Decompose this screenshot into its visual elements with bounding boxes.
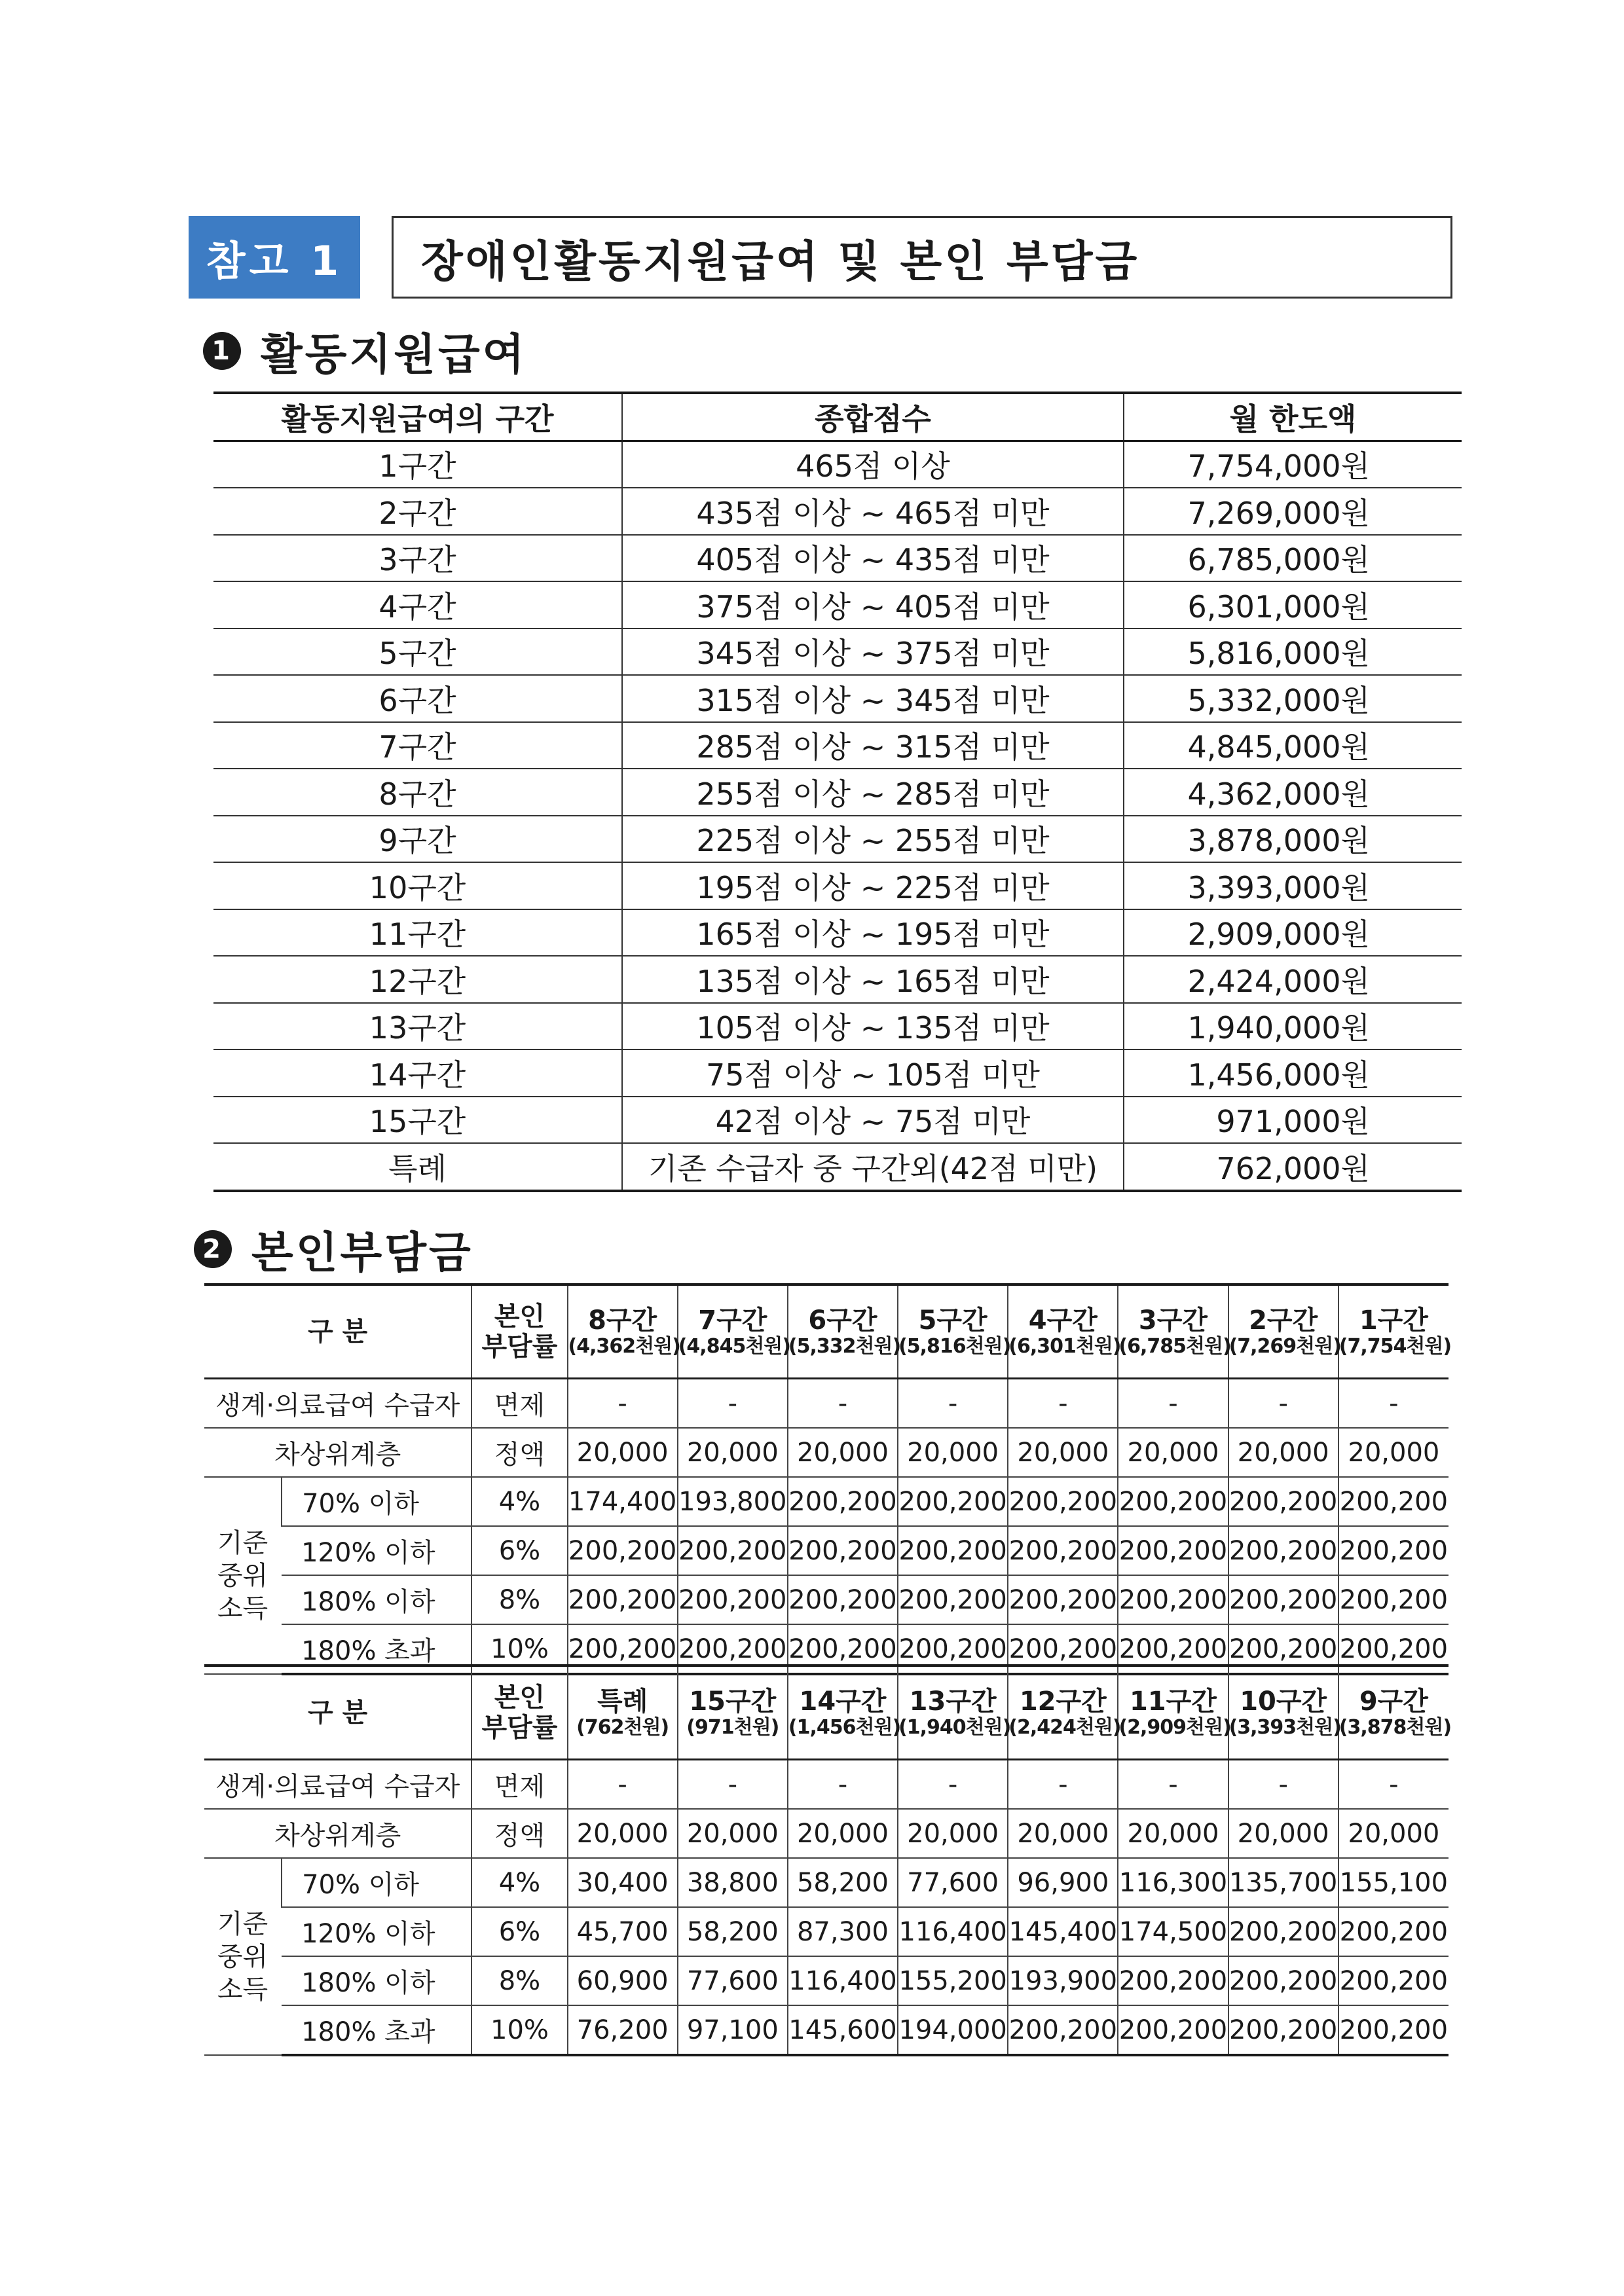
rate-header: 본인 부담률 bbox=[471, 1285, 567, 1379]
rate-cell: 8% bbox=[471, 1575, 567, 1624]
table-row bbox=[204, 1428, 1449, 1477]
tier-limit: (6,301천원) bbox=[1008, 1334, 1121, 1358]
table-row bbox=[204, 1858, 1449, 1907]
table-header-row bbox=[204, 1666, 1449, 1760]
score-cell: 315점 이상 ~ 345점 미만 bbox=[622, 675, 1124, 722]
value-cell: 200,200 bbox=[1118, 2005, 1228, 2055]
tier-cell: 10구간 bbox=[213, 862, 622, 909]
table-row bbox=[213, 722, 1462, 769]
value-cell: 20,000 bbox=[1338, 1809, 1449, 1858]
value-cell: 200,200 bbox=[1228, 2005, 1338, 2055]
score-cell: 165점 이상 ~ 195점 미만 bbox=[622, 909, 1124, 957]
income-group-label: 기준 중위 소득 bbox=[204, 1477, 282, 1674]
tier-header bbox=[568, 1285, 678, 1379]
value-cell: 200,200 bbox=[568, 1624, 678, 1674]
tier-cell: 2구간 bbox=[213, 488, 622, 535]
table-row bbox=[213, 909, 1462, 957]
tier-cell: 13구간 bbox=[213, 1003, 622, 1050]
tier-limit: (7,269천원) bbox=[1228, 1334, 1341, 1358]
rate-cell: 정액 bbox=[471, 1428, 567, 1477]
value-cell: 200,200 bbox=[1228, 1575, 1338, 1624]
score-cell: 255점 이상 ~ 285점 미만 bbox=[622, 769, 1124, 816]
tier-name: 14구간 bbox=[799, 1686, 887, 1717]
value-cell: - bbox=[678, 1760, 788, 1810]
table-row bbox=[204, 1477, 1449, 1526]
table-row bbox=[213, 1097, 1462, 1144]
tier-limit: (7,754천원) bbox=[1338, 1334, 1452, 1358]
table-row bbox=[204, 1526, 1449, 1575]
row-label: 120% 이하 bbox=[282, 1526, 471, 1575]
table-row bbox=[204, 1809, 1449, 1858]
value-cell: 20,000 bbox=[1228, 1809, 1338, 1858]
value-cell: 116,400 bbox=[898, 1907, 1008, 1956]
column-header-limit: 월 한도액 bbox=[1124, 393, 1462, 441]
value-cell: 200,200 bbox=[568, 1526, 678, 1575]
tier-cell: 5구간 bbox=[213, 629, 622, 676]
tier-header bbox=[898, 1285, 1011, 1379]
tier-limit: (1,940천원) bbox=[898, 1715, 1011, 1739]
rate-cell: 4% bbox=[471, 1858, 567, 1907]
section2-title: 본인부담금 bbox=[251, 1228, 473, 1278]
tier-cell: 9구간 bbox=[213, 816, 622, 863]
value-cell: - bbox=[1008, 1379, 1118, 1429]
tier-name: 11구간 bbox=[1130, 1686, 1217, 1717]
tier-header bbox=[678, 1285, 788, 1379]
value-cell: - bbox=[1008, 1760, 1118, 1810]
value-cell: 96,900 bbox=[1008, 1858, 1118, 1907]
row-label: 생계·의료급여 수급자 bbox=[204, 1379, 471, 1429]
value-cell: 20,000 bbox=[788, 1809, 898, 1858]
tier-name: 8구간 bbox=[588, 1305, 657, 1336]
value-cell: 38,800 bbox=[678, 1858, 788, 1907]
tier-name: 6구간 bbox=[808, 1305, 877, 1336]
value-cell: 174,500 bbox=[1118, 1907, 1228, 1956]
tier-header bbox=[1338, 1285, 1452, 1379]
tier-limit: (4,845천원) bbox=[678, 1334, 790, 1358]
activity-support-table bbox=[213, 392, 1462, 1192]
value-cell: 200,200 bbox=[1228, 1956, 1338, 2005]
value-cell: 200,200 bbox=[788, 1624, 898, 1674]
table-row bbox=[213, 816, 1462, 863]
row-label: 차상위계층 bbox=[204, 1428, 471, 1477]
value-cell: 200,200 bbox=[788, 1575, 898, 1624]
value-cell: 200,200 bbox=[1118, 1526, 1228, 1575]
tier-limit: (3,878천원) bbox=[1338, 1715, 1452, 1739]
category-header: 구 분 bbox=[204, 1666, 471, 1760]
value-cell: 58,200 bbox=[788, 1858, 898, 1907]
table-header-row bbox=[213, 393, 1462, 441]
value-cell: 20,000 bbox=[678, 1809, 788, 1858]
section-number-icon: 1 bbox=[203, 332, 241, 370]
value-cell: 77,600 bbox=[898, 1858, 1008, 1907]
tier-name: 13구간 bbox=[909, 1686, 997, 1717]
limit-cell: 5,816,000원 bbox=[1124, 629, 1462, 676]
tier-name: 9구간 bbox=[1359, 1686, 1428, 1717]
value-cell: 20,000 bbox=[1008, 1809, 1118, 1858]
tier-name: 5구간 bbox=[918, 1305, 987, 1336]
limit-cell: 3,878,000원 bbox=[1124, 816, 1462, 863]
document-title: 장애인활동지원급여 및 본인 부담금 bbox=[392, 216, 1452, 299]
tier-header bbox=[568, 1666, 678, 1760]
limit-cell: 7,754,000원 bbox=[1124, 441, 1462, 488]
section2-heading bbox=[194, 1218, 473, 1280]
value-cell: 200,200 bbox=[1008, 1575, 1118, 1624]
category-header: 구 분 bbox=[204, 1285, 471, 1379]
row-label: 생계·의료급여 수급자 bbox=[204, 1760, 471, 1810]
tier-cell: 1구간 bbox=[213, 441, 622, 488]
table-row bbox=[213, 581, 1462, 629]
value-cell: 200,200 bbox=[678, 1575, 788, 1624]
table-row bbox=[213, 1049, 1462, 1097]
value-cell: 97,100 bbox=[678, 2005, 788, 2055]
score-cell: 375점 이상 ~ 405점 미만 bbox=[622, 581, 1124, 629]
value-cell: - bbox=[568, 1760, 678, 1810]
tier-header bbox=[788, 1285, 901, 1379]
limit-cell: 6,785,000원 bbox=[1124, 535, 1462, 582]
value-cell: 200,200 bbox=[1118, 1624, 1228, 1674]
value-cell: 174,400 bbox=[568, 1477, 678, 1526]
limit-cell: 1,456,000원 bbox=[1124, 1049, 1462, 1097]
tier-limit: (1,456천원) bbox=[788, 1715, 901, 1739]
limit-cell: 6,301,000원 bbox=[1124, 581, 1462, 629]
value-cell: 20,000 bbox=[1338, 1428, 1449, 1477]
value-cell: 116,300 bbox=[1118, 1858, 1228, 1907]
value-cell: 135,700 bbox=[1228, 1858, 1338, 1907]
value-cell: - bbox=[1228, 1379, 1338, 1429]
value-cell: 200,200 bbox=[678, 1526, 788, 1575]
rate-cell: 면제 bbox=[471, 1760, 567, 1810]
value-cell: 200,200 bbox=[1118, 1575, 1228, 1624]
value-cell: 200,200 bbox=[1338, 1956, 1449, 2005]
table-row bbox=[213, 441, 1462, 488]
tier-header bbox=[898, 1666, 1011, 1760]
limit-cell: 5,332,000원 bbox=[1124, 675, 1462, 722]
value-cell: 20,000 bbox=[568, 1428, 678, 1477]
value-cell: 200,200 bbox=[1228, 1526, 1338, 1575]
tier-limit: (762천원) bbox=[576, 1715, 669, 1739]
tier-name: 1구간 bbox=[1359, 1305, 1428, 1336]
value-cell: - bbox=[898, 1379, 1008, 1429]
score-cell: 42점 이상 ~ 75점 미만 bbox=[622, 1097, 1124, 1144]
row-label: 180% 이하 bbox=[282, 1956, 471, 2005]
value-cell: 145,600 bbox=[788, 2005, 898, 2055]
table-row bbox=[204, 1760, 1449, 1810]
tier-limit: (3,393천원) bbox=[1228, 1715, 1341, 1739]
table-row bbox=[213, 488, 1462, 535]
rate-header: 본인 부담률 bbox=[471, 1666, 567, 1760]
rate-cell: 4% bbox=[471, 1477, 567, 1526]
value-cell: 200,200 bbox=[1338, 1477, 1449, 1526]
value-cell: 77,600 bbox=[678, 1956, 788, 2005]
section1-heading bbox=[203, 319, 527, 382]
tier-cell: 15구간 bbox=[213, 1097, 622, 1144]
tier-header bbox=[1228, 1666, 1341, 1760]
tier-cell: 12구간 bbox=[213, 956, 622, 1003]
row-label: 70% 이하 bbox=[282, 1858, 471, 1907]
rate-cell: 6% bbox=[471, 1907, 567, 1956]
tier-name: 12구간 bbox=[1019, 1686, 1107, 1717]
score-cell: 465점 이상 bbox=[622, 441, 1124, 488]
tier-name: 10구간 bbox=[1240, 1686, 1327, 1717]
value-cell: 200,200 bbox=[1008, 1526, 1118, 1575]
tier-cell: 7구간 bbox=[213, 722, 622, 769]
tier-limit: (5,332천원) bbox=[788, 1334, 901, 1358]
rate-cell: 8% bbox=[471, 1956, 567, 2005]
rate-cell: 6% bbox=[471, 1526, 567, 1575]
value-cell: 194,000 bbox=[898, 2005, 1008, 2055]
value-cell: 193,800 bbox=[678, 1477, 788, 1526]
value-cell: 58,200 bbox=[678, 1907, 788, 1956]
tier-name: 특례 bbox=[597, 1686, 648, 1717]
value-cell: 200,200 bbox=[1338, 2005, 1449, 2055]
value-cell: 45,700 bbox=[568, 1907, 678, 1956]
value-cell: 200,200 bbox=[1008, 1477, 1118, 1526]
row-label: 180% 이하 bbox=[282, 1575, 471, 1624]
tier-name: 4구간 bbox=[1028, 1305, 1098, 1336]
row-label: 180% 초과 bbox=[282, 2005, 471, 2055]
value-cell: 60,900 bbox=[568, 1956, 678, 2005]
value-cell: 145,400 bbox=[1008, 1907, 1118, 1956]
value-cell: 200,200 bbox=[1008, 2005, 1118, 2055]
value-cell: 200,200 bbox=[788, 1526, 898, 1575]
value-cell: 200,200 bbox=[1008, 1624, 1118, 1674]
limit-cell: 4,362,000원 bbox=[1124, 769, 1462, 816]
tier-header bbox=[1338, 1666, 1452, 1760]
tier-header bbox=[1118, 1666, 1231, 1760]
value-cell: 200,200 bbox=[678, 1624, 788, 1674]
value-cell: 20,000 bbox=[898, 1428, 1008, 1477]
value-cell: 200,200 bbox=[1228, 1907, 1338, 1956]
value-cell: 200,200 bbox=[1118, 1956, 1228, 2005]
value-cell: - bbox=[1118, 1760, 1228, 1810]
value-cell: 200,200 bbox=[788, 1477, 898, 1526]
tier-header bbox=[1008, 1285, 1121, 1379]
score-cell: 105점 이상 ~ 135점 미만 bbox=[622, 1003, 1124, 1050]
value-cell: 20,000 bbox=[568, 1809, 678, 1858]
column-header-tier: 활동지원급여의 구간 bbox=[213, 393, 622, 441]
tier-cell: 6구간 bbox=[213, 675, 622, 722]
tier-cell: 8구간 bbox=[213, 769, 622, 816]
value-cell: - bbox=[678, 1379, 788, 1429]
value-cell: 116,400 bbox=[788, 1956, 898, 2005]
value-cell: 20,000 bbox=[788, 1428, 898, 1477]
tier-header bbox=[1228, 1285, 1341, 1379]
table-row bbox=[204, 2005, 1449, 2055]
value-cell: 200,200 bbox=[1118, 1477, 1228, 1526]
rate-cell: 정액 bbox=[471, 1809, 567, 1858]
reference-badge: 참고 1 bbox=[189, 216, 360, 299]
value-cell: 193,900 bbox=[1008, 1956, 1118, 2005]
value-cell: - bbox=[788, 1760, 898, 1810]
score-cell: 435점 이상 ~ 465점 미만 bbox=[622, 488, 1124, 535]
tier-cell: 11구간 bbox=[213, 909, 622, 957]
table-row bbox=[213, 1143, 1462, 1191]
value-cell: 20,000 bbox=[1008, 1428, 1118, 1477]
tier-limit: (2,424천원) bbox=[1008, 1715, 1121, 1739]
row-label: 차상위계층 bbox=[204, 1809, 471, 1858]
value-cell: 20,000 bbox=[1118, 1428, 1228, 1477]
score-cell: 405점 이상 ~ 435점 미만 bbox=[622, 535, 1124, 582]
table-row bbox=[213, 675, 1462, 722]
limit-cell: 7,269,000원 bbox=[1124, 488, 1462, 535]
table-row bbox=[204, 1575, 1449, 1624]
value-cell: 155,200 bbox=[898, 1956, 1008, 2005]
rate-cell: 10% bbox=[471, 2005, 567, 2055]
limit-cell: 3,393,000원 bbox=[1124, 862, 1462, 909]
score-cell: 75점 이상 ~ 105점 미만 bbox=[622, 1049, 1124, 1097]
tier-header bbox=[788, 1666, 901, 1760]
table-row bbox=[213, 1003, 1462, 1050]
limit-cell: 2,424,000원 bbox=[1124, 956, 1462, 1003]
value-cell: 200,200 bbox=[568, 1575, 678, 1624]
value-cell: 30,400 bbox=[568, 1858, 678, 1907]
score-cell: 285점 이상 ~ 315점 미만 bbox=[622, 722, 1124, 769]
score-cell: 기존 수급자 중 구간외(42점 미만) bbox=[622, 1143, 1124, 1191]
column-header-score: 종합점수 bbox=[622, 393, 1124, 441]
score-cell: 195점 이상 ~ 225점 미만 bbox=[622, 862, 1124, 909]
value-cell: 87,300 bbox=[788, 1907, 898, 1956]
score-cell: 225점 이상 ~ 255점 미만 bbox=[622, 816, 1124, 863]
tier-limit: (4,362천원) bbox=[568, 1334, 680, 1358]
tier-name: 7구간 bbox=[698, 1305, 767, 1336]
rate-cell: 10% bbox=[471, 1624, 567, 1674]
tier-header bbox=[1118, 1285, 1231, 1379]
value-cell: 20,000 bbox=[678, 1428, 788, 1477]
table-row bbox=[204, 1379, 1449, 1429]
table-row bbox=[204, 1956, 1449, 2005]
tier-limit: (6,785천원) bbox=[1118, 1334, 1231, 1358]
value-cell: 200,200 bbox=[1338, 1575, 1449, 1624]
table-header-row bbox=[204, 1285, 1449, 1379]
tier-cell: 3구간 bbox=[213, 535, 622, 582]
value-cell: 76,200 bbox=[568, 2005, 678, 2055]
value-cell: 20,000 bbox=[1228, 1428, 1338, 1477]
tier-name: 2구간 bbox=[1249, 1305, 1318, 1336]
tier-cell: 4구간 bbox=[213, 581, 622, 629]
copayment-table-lower bbox=[204, 1664, 1452, 2056]
value-cell: 200,200 bbox=[1228, 1624, 1338, 1674]
value-cell: 200,200 bbox=[1338, 1624, 1449, 1674]
score-cell: 345점 이상 ~ 375점 미만 bbox=[622, 629, 1124, 676]
table-row bbox=[213, 862, 1462, 909]
tier-limit: (2,909천원) bbox=[1118, 1715, 1231, 1739]
table-row bbox=[213, 956, 1462, 1003]
limit-cell: 971,000원 bbox=[1124, 1097, 1462, 1144]
table-row bbox=[213, 535, 1462, 582]
row-label: 180% 초과 bbox=[282, 1624, 471, 1674]
tier-name: 15구간 bbox=[689, 1686, 777, 1717]
limit-cell: 762,000원 bbox=[1124, 1143, 1462, 1191]
value-cell: 200,200 bbox=[1228, 1477, 1338, 1526]
value-cell: 200,200 bbox=[898, 1575, 1008, 1624]
value-cell: 200,200 bbox=[898, 1526, 1008, 1575]
value-cell: 155,100 bbox=[1338, 1858, 1449, 1907]
table-row bbox=[204, 1907, 1449, 1956]
tier-header bbox=[678, 1666, 788, 1760]
value-cell: - bbox=[898, 1760, 1008, 1810]
value-cell: - bbox=[1228, 1760, 1338, 1810]
row-label: 70% 이하 bbox=[282, 1477, 471, 1526]
value-cell: - bbox=[1118, 1379, 1228, 1429]
tier-header bbox=[1008, 1666, 1121, 1760]
value-cell: 200,200 bbox=[898, 1624, 1008, 1674]
limit-cell: 1,940,000원 bbox=[1124, 1003, 1462, 1050]
value-cell: - bbox=[788, 1379, 898, 1429]
table-row bbox=[213, 769, 1462, 816]
limit-cell: 4,845,000원 bbox=[1124, 722, 1462, 769]
copayment-table-upper bbox=[204, 1283, 1452, 1675]
section-number-icon: 2 bbox=[194, 1230, 232, 1268]
tier-cell: 특례 bbox=[213, 1143, 622, 1191]
value-cell: - bbox=[1338, 1379, 1449, 1429]
tier-name: 3구간 bbox=[1138, 1305, 1208, 1336]
limit-cell: 2,909,000원 bbox=[1124, 909, 1462, 957]
score-cell: 135점 이상 ~ 165점 미만 bbox=[622, 956, 1124, 1003]
value-cell: 20,000 bbox=[898, 1809, 1008, 1858]
value-cell: 200,200 bbox=[1338, 1526, 1449, 1575]
value-cell: 20,000 bbox=[1118, 1809, 1228, 1858]
rate-cell: 면제 bbox=[471, 1379, 567, 1429]
tier-limit: (5,816천원) bbox=[898, 1334, 1011, 1358]
row-label: 120% 이하 bbox=[282, 1907, 471, 1956]
tier-cell: 14구간 bbox=[213, 1049, 622, 1097]
value-cell: - bbox=[1338, 1760, 1449, 1810]
value-cell: - bbox=[568, 1379, 678, 1429]
tier-limit: (971천원) bbox=[686, 1715, 779, 1739]
value-cell: 200,200 bbox=[1338, 1907, 1449, 1956]
value-cell: 200,200 bbox=[898, 1477, 1008, 1526]
income-group-label: 기준 중위 소득 bbox=[204, 1858, 282, 2055]
section1-title: 활동지원급여 bbox=[261, 329, 527, 380]
table-row bbox=[213, 629, 1462, 676]
